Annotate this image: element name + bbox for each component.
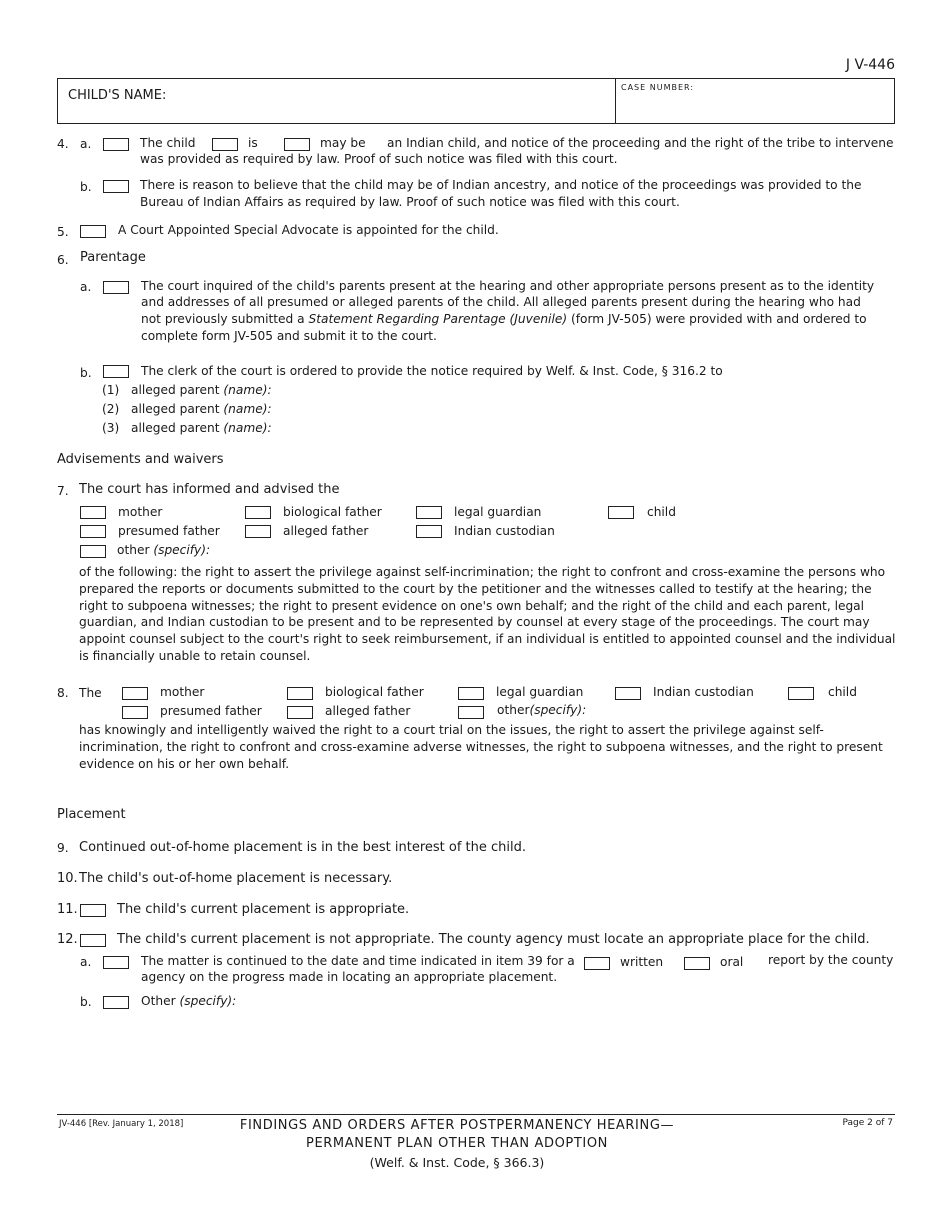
item-6a-line1: The court inquired of the child's parents present at the hearing and other appropriate persons present as to the identity [141, 279, 875, 293]
item-12-text: The child's current placement is not appropriate. The county agency must locate an appropriate place for the child. [117, 932, 870, 947]
item-4a-checkbox[interactable] [103, 138, 129, 151]
item-7-other-label: other (specify): [117, 543, 211, 557]
header-divider [615, 78, 616, 124]
header-box [57, 78, 895, 124]
item-7-number: 7. [57, 484, 69, 498]
item-4a-may-be-checkbox[interactable] [284, 138, 310, 151]
item-6b-3-label: alleged parent (name): [131, 421, 272, 435]
item-6b-3-number: (3) [102, 421, 120, 435]
item-12b-checkbox[interactable] [103, 996, 129, 1009]
item-6-title: Parentage [80, 250, 146, 265]
item-4a-text-may-be: may be [320, 136, 366, 150]
item-5-checkbox[interactable] [80, 225, 106, 238]
item-8-bio-father-checkbox[interactable] [287, 687, 313, 700]
item-5-text: A Court Appointed Special Advocate is appointed for the child. [118, 223, 499, 237]
item-12b-text: Other (specify): [141, 994, 237, 1008]
item-8-mother-label: mother [160, 685, 205, 699]
section-placement: Placement [57, 807, 126, 822]
item-4b-checkbox[interactable] [103, 180, 129, 193]
form-title-italic: Statement Regarding Parentage (Juvenile) [308, 312, 568, 326]
item-8-para-line1: has knowingly and intelligently waived the right to a court trial on the issues, the right to assert the privilege against self- [79, 723, 824, 737]
form-id: J V-446 [845, 57, 895, 73]
item-8-para-line3: evidence on his or her own behalf. [79, 757, 290, 771]
footer-citation: (Welf. & Inst. Code, § 366.3) [369, 1155, 545, 1170]
footer-page: Page 2 of 7 [842, 1118, 893, 1128]
item-8-indian-custodian-label: Indian custodian [653, 685, 754, 699]
item-8-other-label: other(specify): [497, 703, 587, 717]
item-12a-oral-checkbox[interactable] [684, 957, 710, 970]
item-8-number: 8. [57, 686, 69, 700]
item-6b-2-number: (2) [102, 402, 120, 416]
item-12a-report-label: report by the county [768, 953, 894, 967]
item-12a-oral-label: oral [720, 955, 744, 969]
item-7-para-line6: is financially unable to retain counsel. [79, 649, 311, 663]
item-6b-checkbox[interactable] [103, 365, 129, 378]
item-7-indian-custodian-label: Indian custodian [454, 524, 555, 538]
item-7-child-checkbox[interactable] [608, 506, 634, 519]
item-8-legal-guardian-checkbox[interactable] [458, 687, 484, 700]
item-12-number: 12. [57, 932, 78, 947]
item-8-para-line2: incrimination, the right to confront and cross-examine adverse witnesses, the right to subpoena witnesses, and the right to present [79, 740, 883, 754]
item-6b-text: The clerk of the court is ordered to provide the notice required by Welf. & Inst. Code, § 316.2 to [141, 364, 723, 378]
item-12-checkbox[interactable] [80, 934, 106, 947]
item-4a-text-indian-child: an Indian child, and notice of the proceeding and the right of the tribe to intervene [387, 136, 894, 150]
item-7-bio-father-label: biological father [283, 505, 382, 519]
item-4a-text-is: is [248, 136, 258, 150]
item-7-child-label: child [647, 505, 676, 519]
item-4-number: 4. [57, 137, 69, 151]
item-7-para-line4: guardian, and Indian custodian to be present and to be represented by counsel at every stage of the proceedings. The court may [79, 615, 870, 629]
item-7-legal-guardian-checkbox[interactable] [416, 506, 442, 519]
item-8-child-checkbox[interactable] [788, 687, 814, 700]
item-8-presumed-father-label: presumed father [160, 704, 262, 718]
item-7-para-line5: appoint counsel subject to the court's right to seek reimbursement, if an individual is entitled to appointed counsel and the individual [79, 632, 896, 646]
item-6-number: 6. [57, 253, 69, 267]
item-9-number: 9. [57, 841, 69, 855]
item-11-text: The child's current placement is appropriate. [117, 902, 410, 917]
item-11-checkbox[interactable] [80, 904, 106, 917]
item-7-presumed-father-checkbox[interactable] [80, 525, 106, 538]
item-10-number: 10. [57, 871, 78, 886]
item-7-indian-custodian-checkbox[interactable] [416, 525, 442, 538]
item-7-presumed-father-label: presumed father [118, 524, 220, 538]
item-8-bio-father-label: biological father [325, 685, 424, 699]
footer-title-line2: PERMANENT PLAN OTHER THAN ADOPTION [306, 1136, 608, 1151]
item-9-text: Continued out-of-home placement is in the best interest of the child. [79, 840, 527, 855]
item-6a-line2: and addresses of all presumed or alleged parents of the child. All alleged parents present during the hearing who had [141, 295, 861, 309]
item-8-legal-guardian-label: legal guardian [496, 685, 584, 699]
item-6a-checkbox[interactable] [103, 281, 129, 294]
item-7-bio-father-checkbox[interactable] [245, 506, 271, 519]
item-6b-2-label: alleged parent (name): [131, 402, 272, 416]
item-12b-label: b. [80, 995, 92, 1009]
item-4a-label: a. [80, 137, 92, 151]
item-12a-label: a. [80, 955, 92, 969]
item-12a-written-label: written [620, 955, 664, 969]
item-6b-label: b. [80, 366, 92, 380]
item-8-mother-checkbox[interactable] [122, 687, 148, 700]
item-12a-line2: agency on the progress made in locating an appropriate placement. [141, 970, 558, 984]
item-12a-line1: The matter is continued to the date and time indicated in item 39 for a [141, 954, 575, 968]
footer-rule [57, 1114, 895, 1115]
footer-title-line1: FINDINGS AND ORDERS AFTER POSTPERMANENCY HEARING— [239, 1118, 675, 1133]
item-4b-text-line2: Bureau of Indian Affairs as required by law. Proof of such notice was filed with this court. [140, 195, 680, 209]
item-7-other-checkbox[interactable] [80, 545, 106, 558]
item-8-indian-custodian-checkbox[interactable] [615, 687, 641, 700]
section-advisements: Advisements and waivers [57, 452, 224, 467]
item-4b-text-line1: There is reason to believe that the child may be of Indian ancestry, and notice of the proceedings was provided to the [140, 178, 862, 192]
item-6b-1-number: (1) [102, 383, 120, 397]
item-12a-checkbox[interactable] [103, 956, 129, 969]
item-7-para-line1: of the following: the right to assert the privilege against self-incrimination; the right to confront and cross-examine the persons who [79, 565, 886, 579]
item-7-legal-guardian-label: legal guardian [454, 505, 542, 519]
item-4a-text-line2: was provided as required by law. Proof of such notice was filed with this court. [140, 152, 618, 166]
item-7-title: The court has informed and advised the [79, 482, 340, 497]
item-5-number: 5. [57, 225, 69, 239]
item-8-alleged-father-checkbox[interactable] [287, 706, 313, 719]
item-7-para-line3: right to subpoena witnesses; the right to present evidence on one's own behalf; and the right of the child and each parent, legal [79, 599, 865, 613]
item-4b-label: b. [80, 180, 92, 194]
item-8-alleged-father-label: alleged father [325, 704, 411, 718]
item-8-the: The [79, 686, 102, 700]
item-7-para-line2: prepared the reports or documents submitted to the court by the petitioner and the witnesses called to testify at the hearing; the [79, 582, 872, 596]
footer-rev: JV-446 [Rev. January 1, 2018] [59, 1119, 184, 1129]
case-number-label: CASE NUMBER: [621, 83, 695, 92]
item-4a-is-checkbox[interactable] [212, 138, 238, 151]
item-8-child-label: child [828, 685, 857, 699]
item-12a-written-checkbox[interactable] [584, 957, 610, 970]
item-7-alleged-father-label: alleged father [283, 524, 369, 538]
item-8-presumed-father-checkbox[interactable] [122, 706, 148, 719]
item-7-mother-label: mother [118, 505, 163, 519]
item-7-mother-checkbox[interactable] [80, 506, 106, 519]
item-7-alleged-father-checkbox[interactable] [245, 525, 271, 538]
child-name-label: CHILD'S NAME: [68, 88, 167, 103]
item-6a-line4: complete form JV-505 and submit it to the court. [141, 329, 437, 343]
item-10-text: The child's out-of-home placement is necessary. [79, 871, 393, 886]
item-6a-line3: not previously submitted a Statement Regarding Parentage (Juvenile) (form JV-505) were provided with and ordered to [141, 312, 867, 326]
item-8-other-checkbox[interactable] [458, 706, 484, 719]
item-4a-text-child: The child [140, 136, 196, 150]
item-11-number: 11. [57, 902, 78, 917]
item-6a-label: a. [80, 280, 92, 294]
item-6b-1-label: alleged parent (name): [131, 383, 272, 397]
